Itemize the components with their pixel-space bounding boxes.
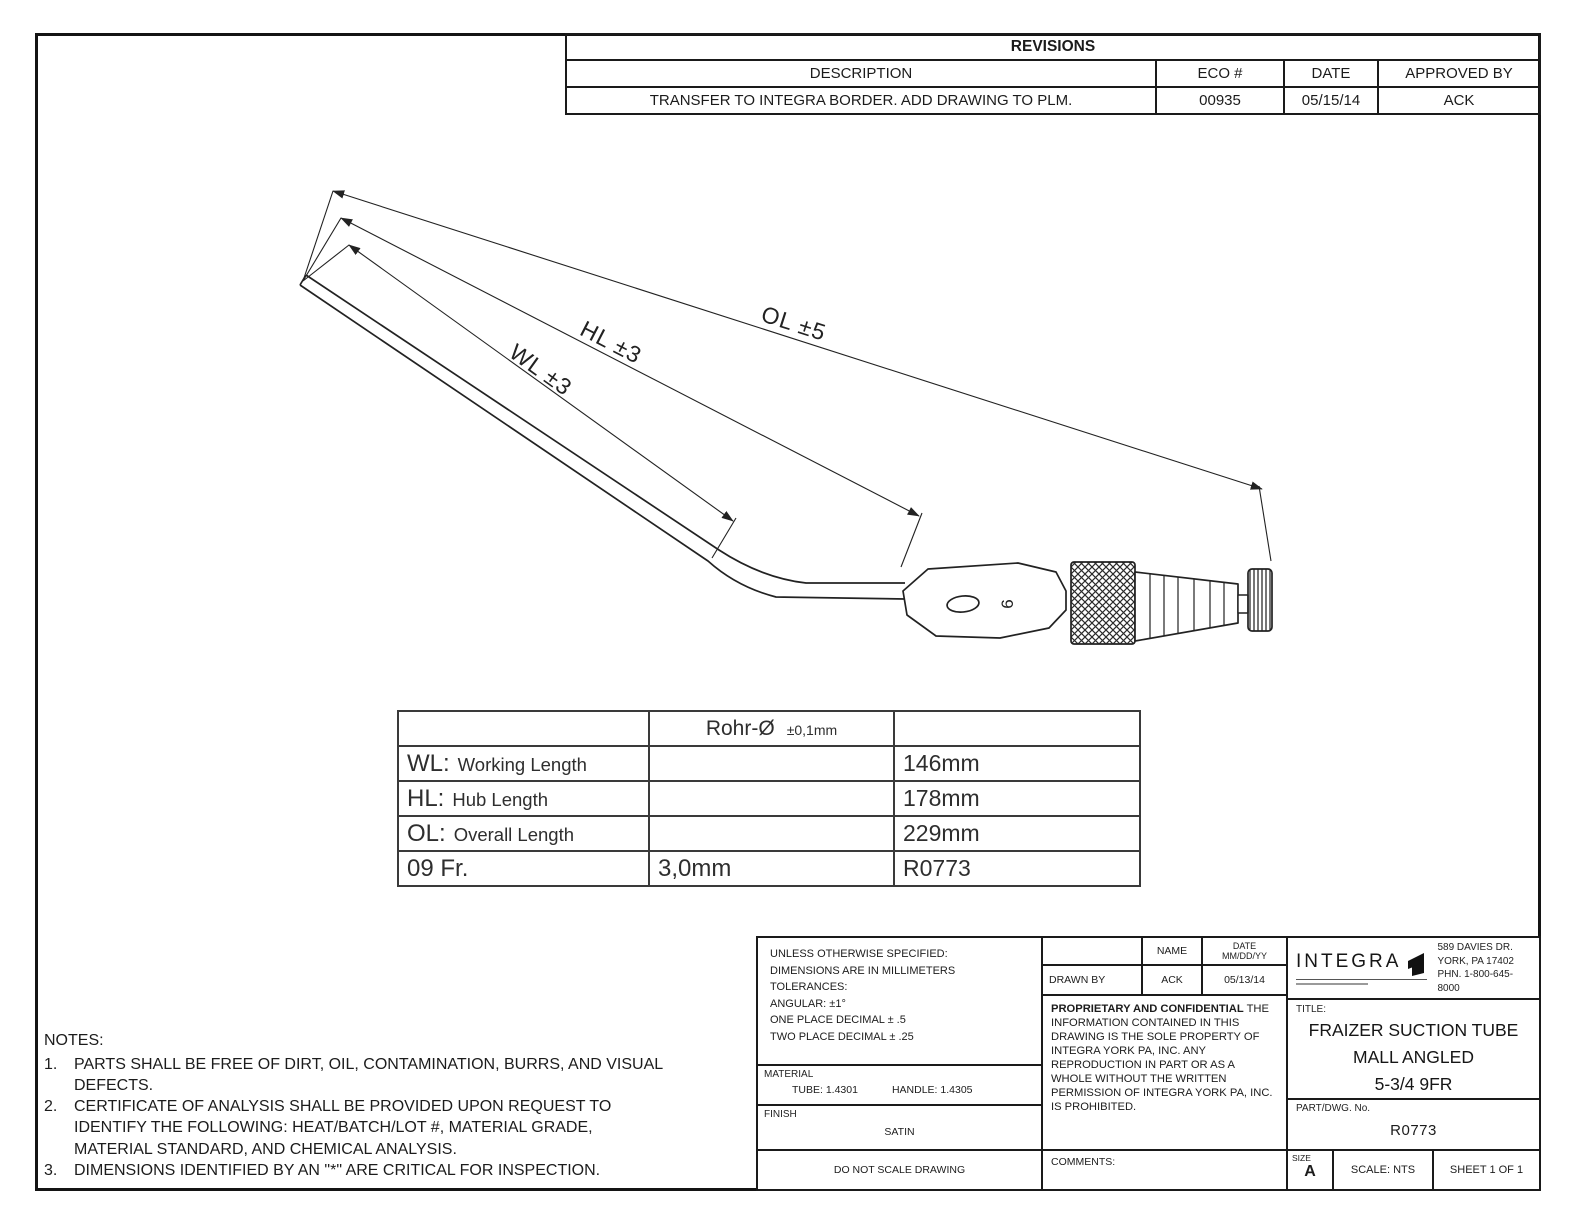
revisions-title: REVISIONS [566,34,1540,60]
part-number-value: R0773 [1390,1122,1437,1139]
end-cap [1248,569,1272,631]
revision-approved: ACK [1378,87,1540,114]
spec-row-wl [398,746,1140,781]
spec-ol-prefix: OL: [407,819,446,847]
revision-row [566,87,1540,114]
revision-description: TRANSFER TO INTEGRA BORDER. ADD DRAWING TO PLM. [566,87,1156,114]
proprietary-body: THE INFORMATION CONTAINED IN THIS DRAWING IS THE SOLE PROPERTY OF INTEGRA YORK PA, INC. ANY REPRODUCTION IN PART OR AS A WHOLE WITHOUT THE WRITTEN PERMISSION OF INTEGRA YORK PA, INC. IS PROHIBITED. [1051,1003,1273,1113]
spec-wl-label: Working Length [457,753,587,775]
spec-wl-value: 146mm [903,750,980,776]
hub-neck [1238,595,1248,613]
size-scale-sheet-row [1288,1151,1539,1189]
handle-grip [903,563,1066,638]
integra-wordmark: INTEGRA [1296,951,1402,972]
title-label: TITLE: [1296,1004,1327,1015]
spec-size-diameter: 3,0mm [658,854,732,882]
material-handle: HANDLE: 1.4305 [891,1084,973,1096]
size-value: A [1304,1163,1316,1180]
finish-value: SATIN [884,1126,915,1138]
spec-hl-value: 178mm [903,785,980,811]
material-tube: TUBE: 1.4301 [792,1084,858,1096]
integra-logo-mark [1405,951,1427,977]
handle-size-marking: 9 [997,599,1017,609]
spec-ol-label: Overall Length [453,823,575,845]
dimension-spec-table [397,710,1141,887]
spec-hl-label: Hub Length [452,788,549,810]
revision-eco: 00935 [1156,87,1284,114]
spec-header-diameter: Rohr-Ø ±0,1mm [649,711,894,746]
spec-wl-prefix: WL: [407,749,450,777]
company-cell [1288,938,1539,1000]
proprietary-notice [1043,996,1286,1151]
revisions-col-eco: ECO # [1156,60,1284,87]
drawn-by-name: ACK [1143,966,1203,996]
spec-hl-prefix: HL: [407,784,445,812]
spec-row-size [398,851,1140,886]
spec-size-part: R0773 [903,855,971,881]
integra-logo [1296,951,1427,985]
far-extension-lines [712,486,1271,567]
spec-header-row [398,711,1140,746]
drawing-title: FRAIZER SUCTION TUBE MALL ANGLED 5-3/4 9FR [1308,1020,1519,1095]
signature-table [1043,938,1286,996]
notes-title: NOTES: [44,1032,104,1049]
material-label: MATERIAL [764,1069,814,1080]
revisions-col-date: DATE [1284,60,1378,87]
dimension-label-ol: OL ±5 [758,300,830,346]
size-label: SIZE [1292,1153,1311,1163]
material-cell [758,1066,1041,1106]
spec-row-hl [398,781,1140,816]
note-item-3: 3. DIMENSIONS IDENTIFIED BY AN "*" ARE CRITICAL FOR INSPECTION. [44,1161,601,1179]
revisions-col-description: DESCRIPTION [566,60,1156,87]
drawn-by-date: 05/13/14 [1203,966,1286,996]
tip-extension-lines [303,191,349,281]
revisions-table [565,33,1541,115]
proprietary-title: PROPRIETARY AND CONFIDENTIAL [1051,1003,1244,1015]
note-item-2: 2. CERTIFICATE OF ANALYSIS SHALL BE PROVIDED UPON REQUEST TO IDENTIFY THE FOLLOWING: HEAT/BATCH/LOT #, MATERIAL GRADE, MATERIAL STANDARD, AND CHEMICAL ANALYSIS. [44,1098,612,1158]
sign-blank-cell [1043,938,1143,966]
sign-name-header: NAME [1143,938,1203,966]
spec-ol-value: 229mm [903,820,980,846]
do-not-scale-cell: DO NOT SCALE DRAWING [833,1164,966,1176]
comments-cell: COMMENTS: [1051,1156,1116,1168]
spec-row-ol [398,816,1140,851]
revision-date: 05/15/14 [1284,87,1378,114]
revisions-col-approved: APPROVED BY [1378,60,1540,87]
finish-label: FINISH [764,1109,797,1120]
knurled-grip [1071,562,1135,644]
notes-section [44,1030,666,1181]
part-number-cell [1288,1100,1539,1151]
dimension-line-ol [333,191,1262,489]
tolerances-cell: UNLESS OTHERWISE SPECIFIED: DIMENSIONS ARE IN MILLIMETERS TOLERANCES: ANGULAR: ±1° ONE PLACE DECIMAL ± .5 TWO PLACE DECIMAL ± .25 [758,938,1041,1066]
spec-size-prefix: 09 Fr. [407,854,469,882]
title-block-middle-column [1043,938,1288,1189]
dimension-label-wl: WL ±3 [504,338,578,401]
integra-tagline [1296,983,1368,985]
spec-header-blank2 [894,711,1140,746]
spec-header-blank [398,711,649,746]
part-number-label: PART/DWG. No. [1296,1103,1371,1114]
finish-cell [758,1106,1041,1151]
title-block [756,936,1541,1191]
drawing-title-cell [1288,1000,1539,1100]
sheet-cell: SHEET 1 OF 1 [1449,1164,1524,1176]
title-block-left-column [758,938,1043,1189]
size-cell [1288,1151,1334,1189]
revisions-header-row [566,60,1540,87]
drawn-by-label: DRAWN BY [1043,966,1143,996]
note-item-1: 1. PARTS SHALL BE FREE OF DIRT, OIL, CONTAMINATION, BURRS, AND VISUAL DEFECTS. [44,1056,663,1095]
company-address: 589 DAVIES DR. YORK, PA 17402 PHN. 1-800-645-8000 [1437,942,1514,994]
dimension-label-hl: HL ±3 [576,315,647,369]
sign-date-header: DATE MM/DD/YY [1203,938,1286,966]
title-block-right-column [1288,938,1539,1189]
dimension-lines [303,191,1271,567]
scale-cell: SCALE: NTS [1334,1151,1434,1189]
